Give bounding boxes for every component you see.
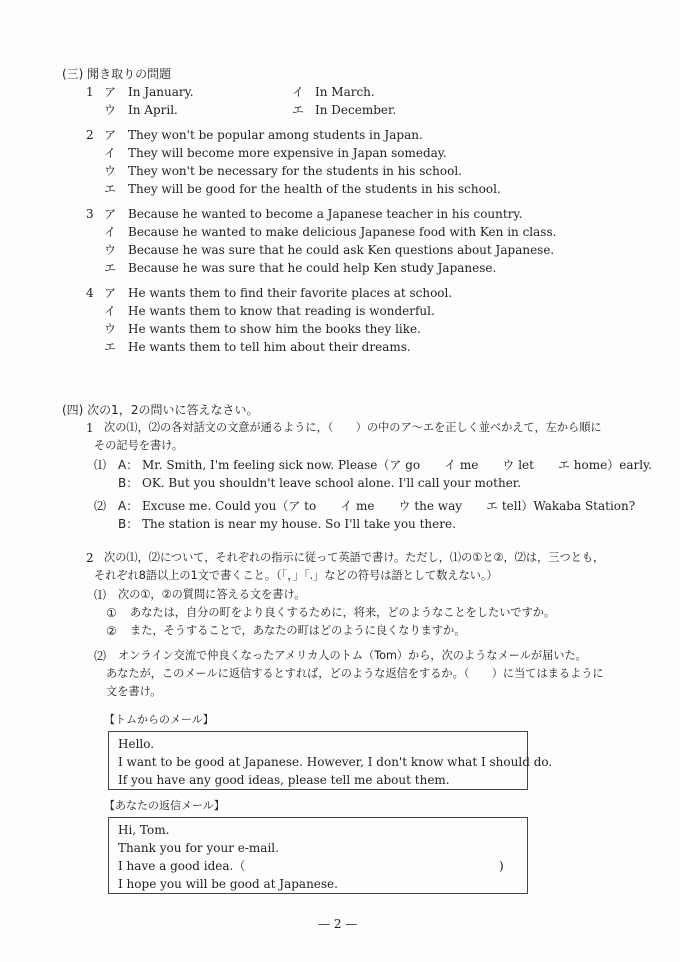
choice-mark: エ: [292, 103, 305, 117]
choice-text: Because he was sure that he could help Ken study Japanese.: [128, 261, 497, 275]
choice-text: They won't be necessary for the students in his school.: [128, 164, 462, 178]
choice-text: He wants them to know that reading is wonderful.: [128, 304, 435, 318]
speaker-label: B：: [118, 517, 139, 531]
subpart-number: ⑴: [94, 588, 107, 602]
dialogue-number: ⑴: [94, 458, 107, 472]
subpart-instruction: オンライン交流で仲良くなったアメリカ人のトム（Tom）から，次のようなメールが届いた。: [118, 649, 587, 662]
reply-line: I hope you will be good at Japanese.: [118, 877, 338, 891]
choice-mark: エ: [104, 340, 117, 354]
question-number: 2: [86, 128, 94, 142]
reply-line: I have a good idea.（: [118, 859, 246, 873]
dialogue-line: Mr. Smith, I'm feeling sick now. Please（ア go イ me ウ let エ home）early.: [142, 458, 653, 472]
choice-mark: ア: [104, 286, 117, 300]
subpart-number: ⑵: [94, 649, 107, 663]
part-instruction: その記号を書け。: [94, 439, 184, 452]
choice-text: They will become more expensive in Japan someday.: [128, 146, 447, 160]
choice-text: Because he wanted to make delicious Japanese food with Ken in class.: [128, 225, 557, 239]
question-number: 4: [86, 286, 94, 300]
choice-text: Because he was sure that he could ask Ken questions about Japanese.: [128, 243, 555, 257]
part-instruction: それぞれ8語以上の1文で書くこと。（「，」「.」などの符号は語として数えない。）: [94, 569, 498, 582]
dialogue-line: Excuse me. Could you（ア to イ me ウ the way エ tell）Wakaba Station?: [142, 499, 636, 513]
question-number: 3: [86, 207, 94, 221]
choice-text: In January.: [128, 85, 194, 99]
speaker-label: A：: [118, 458, 139, 472]
choice-mark: ウ: [104, 164, 117, 178]
question-number: 1: [86, 85, 94, 99]
choice-mark: ウ: [104, 322, 117, 336]
choice-mark: イ: [104, 146, 117, 160]
choice-mark: エ: [104, 261, 117, 275]
reply-line: Hi, Tom.: [118, 823, 170, 837]
choice-mark: イ: [104, 225, 117, 239]
section3-heading: (三) 聞き取りの問題: [62, 67, 172, 81]
choice-mark: ウ: [104, 243, 117, 257]
reply-blank-close: ): [499, 859, 504, 873]
choice-mark: ア: [104, 207, 117, 221]
choice-text: They won't be popular among students in Japan.: [128, 128, 423, 142]
choice-text: He wants them to find their favorite places at school.: [128, 286, 453, 300]
item-text: あなたは，自分の町をより良くするために，将来，どのようなことをしたいですか。: [130, 606, 556, 619]
choice-text: They will be good for the health of the students in his school.: [128, 182, 501, 196]
choice-mark: イ: [292, 85, 305, 99]
choice-mark: エ: [104, 182, 117, 196]
choice-mark: ウ: [104, 103, 117, 117]
mail-line: If you have any good ideas, please tell me about them.: [118, 773, 450, 787]
dialogue-number: ⑵: [94, 499, 107, 513]
part-number: 2: [86, 551, 94, 565]
item-mark: ①: [106, 606, 117, 620]
speaker-label: A：: [118, 499, 139, 513]
dialogue-line: OK. But you shouldn't leave school alone. I'll call your mother.: [142, 476, 522, 490]
reply-label: 【あなたの返信メール】: [104, 799, 225, 812]
item-mark: ②: [106, 624, 117, 638]
choice-text: In December.: [315, 103, 397, 117]
choice-mark: イ: [104, 304, 117, 318]
item-text: また，そうすることで，あなたの町はどのように良くなりますか。: [130, 624, 466, 637]
reply-line: Thank you for your e-mail.: [118, 841, 279, 855]
page-number: — 2 —: [318, 917, 358, 931]
dialogue-line: The station is near my house. So I'll take you there.: [142, 517, 456, 531]
choice-text: In April.: [128, 103, 178, 117]
section4-heading: (四) 次の1，2の問いに答えなさい。: [62, 403, 259, 417]
mail-label: 【トムからのメール】: [104, 713, 214, 726]
subpart-instruction: あなたが，このメールに返信するとすれば，どのような返信をするか。（ ）に当てはまるように: [106, 667, 604, 680]
choice-mark: ア: [104, 128, 117, 142]
tom-mail-box: [108, 731, 553, 790]
mail-line: Hello.: [118, 737, 155, 751]
part-number: 1: [86, 421, 94, 435]
choice-mark: ア: [104, 85, 117, 99]
subpart-instruction: 次の①，②の質問に答える文を書け。: [118, 588, 306, 601]
speaker-label: B：: [118, 476, 139, 490]
part-instruction: 次の⑴，⑵の各対話文の文意が通るように，（ ）の中のア～エを正しく並べかえて，左から順に: [104, 421, 602, 434]
choice-text: He wants them to show him the books they like.: [128, 322, 421, 336]
part-instruction: 次の⑴，⑵について，それぞれの指示に従って英語で書け。ただし，⑴の①と②，⑵は，三つとも，: [104, 551, 605, 564]
choice-text: In March.: [315, 85, 375, 99]
reply-mail-box: [108, 817, 528, 894]
mail-line: I want to be good at Japanese. However, I don't know what I should do.: [118, 755, 553, 769]
subpart-instruction: 文を書け。: [106, 685, 162, 698]
choice-text: He wants them to tell him about their dreams.: [128, 340, 411, 354]
choice-text: Because he wanted to become a Japanese teacher in his country.: [128, 207, 523, 221]
